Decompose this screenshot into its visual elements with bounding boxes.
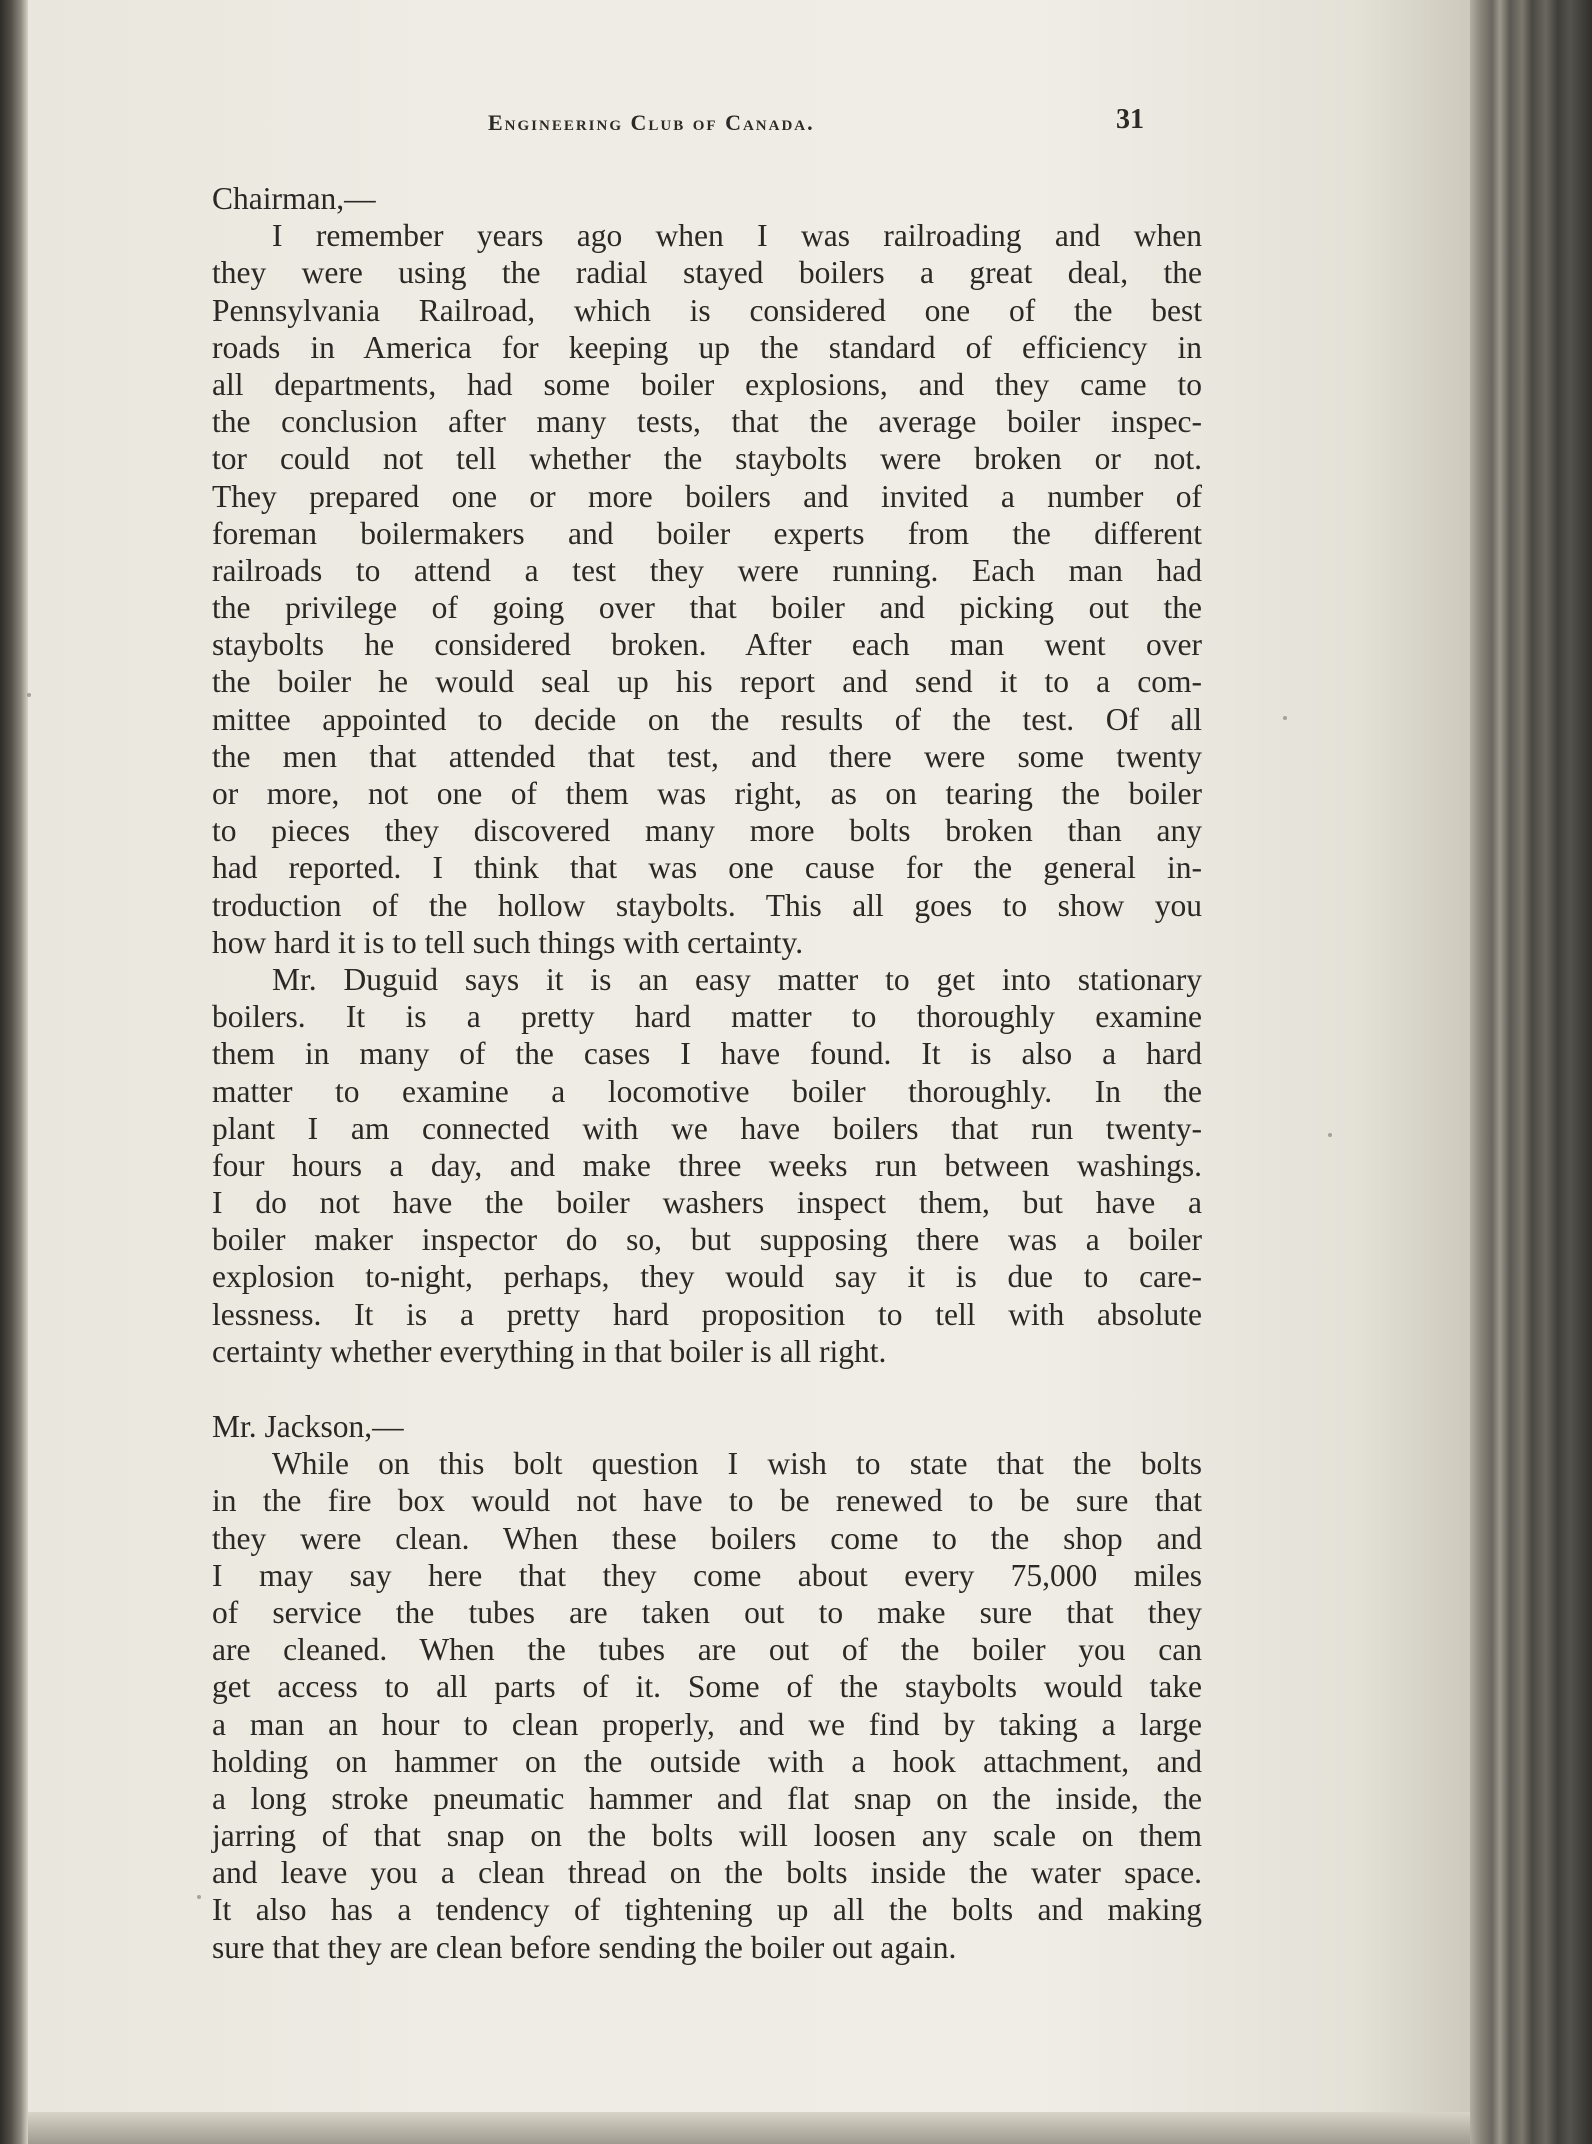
text-line: plant I am connected with we have boilers that run twenty- [212,1110,1202,1146]
text-line: in the fire box would not have to be renewed to be sure that [212,1483,1202,1519]
text-line: and leave you a clean thread on the bolts inside the water space. [212,1855,1202,1891]
paragraph-chairman-2 [212,961,1202,1370]
text-line: tor could not tell whether the staybolts were broken or not. [212,441,1202,477]
running-title: Engineering Club of Canada. [488,110,815,135]
text-line: I may say here that they come about every 75,000 miles [212,1557,1202,1593]
text-line: explosion to-night, perhaps, they would say it is due to care- [212,1259,1202,1295]
text-line: I remember years ago when I was railroading and when [272,218,1202,254]
text-line: It also has a tendency of tightening up all the bolts and making [212,1892,1202,1928]
text-line: Pennsylvania Railroad, which is considered one of the best [212,292,1202,328]
text-line: boiler maker inspector do so, but supposing there was a boiler [212,1222,1202,1258]
text-line: the boiler he would seal up his report and send it to a com- [212,664,1202,700]
text-line: They prepared one or more boilers and invited a number of [212,478,1202,514]
text-line: four hours a day, and make three weeks run between washings. [212,1147,1202,1183]
text-line: Mr. Duguid says it is an easy matter to get into stationary [272,961,1202,997]
text-line: them in many of the cases I have found. It is also a hard [212,1036,1202,1072]
running-head [488,104,1144,144]
text-line: lessness. It is a pretty hard proposition to tell with absolute [212,1296,1202,1332]
page-speckle [197,1895,201,1899]
text-line: of service the tubes are taken out to make sure that they [212,1594,1202,1630]
text-line: jarring of that snap on the bolts will loosen any scale on them [212,1818,1202,1854]
text-line: the privilege of going over that boiler and picking out the [212,590,1202,626]
text-line: certainty whether everything in that boiler is all right. [212,1333,887,1369]
text-line: sure that they are clean before sending the boiler out again. [212,1929,957,1965]
page-speckle [1283,716,1287,720]
section-gap [212,1370,1202,1400]
body-text [212,172,1202,1966]
text-line: a man an hour to clean properly, and we find by taking a large [212,1706,1202,1742]
page-number: 31 [1116,104,1144,135]
previous-page-edge [0,0,28,2144]
page-bottom-edge [28,2112,1470,2144]
speaker-label-jackson: Mr. Jackson,— [212,1409,404,1445]
text-line: roads in America for keeping up the standard of efficiency in [212,329,1202,365]
text-line: how hard it is to tell such things with certainty. [212,924,804,960]
text-line: they were clean. When these boilers come to the shop and [212,1520,1202,1556]
text-line: holding on hammer on the outside with a hook attachment, and [212,1743,1202,1779]
text-line: staybolts he considered broken. After each man went over [212,627,1202,663]
text-line: matter to examine a locomotive boiler thoroughly. In the [212,1073,1202,1109]
page-speckle [27,693,31,697]
text-line: boilers. It is a pretty hard matter to thoroughly examine [212,999,1202,1035]
text-line: mittee appointed to decide on the results of the test. Of all [212,701,1202,737]
text-line: the men that attended that test, and there were some twenty [212,738,1202,774]
text-line: railroads to attend a test they were running. Each man had [212,552,1202,588]
text-line: the conclusion after many tests, that the average boiler inspec- [212,404,1202,440]
paragraph-jackson [212,1445,1202,1966]
speaker-label-chairman: Chairman,— [212,181,376,216]
text-line: troduction of the hollow staybolts. This all goes to show you [212,887,1202,923]
text-line: While on this bolt question I wish to state that the bolts [272,1446,1202,1482]
text-line: all departments, had some boiler explosions, and they came to [212,366,1202,402]
text-line: foreman boilermakers and boiler experts from the different [212,515,1202,551]
text-line: they were using the radial stayed boilers a great deal, the [212,255,1202,291]
text-line: are cleaned. When the tubes are out of the boiler you can [212,1632,1202,1668]
text-line: to pieces they discovered many more bolts broken than any [212,813,1202,849]
text-line: had reported. I think that was one cause for the general in- [212,850,1202,886]
text-line: get access to all parts of it. Some of the staybolts would take [212,1669,1202,1705]
text-line: a long stroke pneumatic hammer and flat snap on the inside, the [212,1780,1202,1816]
text-line: I do not have the boiler washers inspect them, but have a [212,1185,1202,1221]
book-binding-edge [1470,0,1592,2144]
paragraph-chairman-1 [212,217,1202,961]
text-line: or more, not one of them was right, as on tearing the boiler [212,776,1202,812]
page-speckle [1328,1133,1332,1137]
